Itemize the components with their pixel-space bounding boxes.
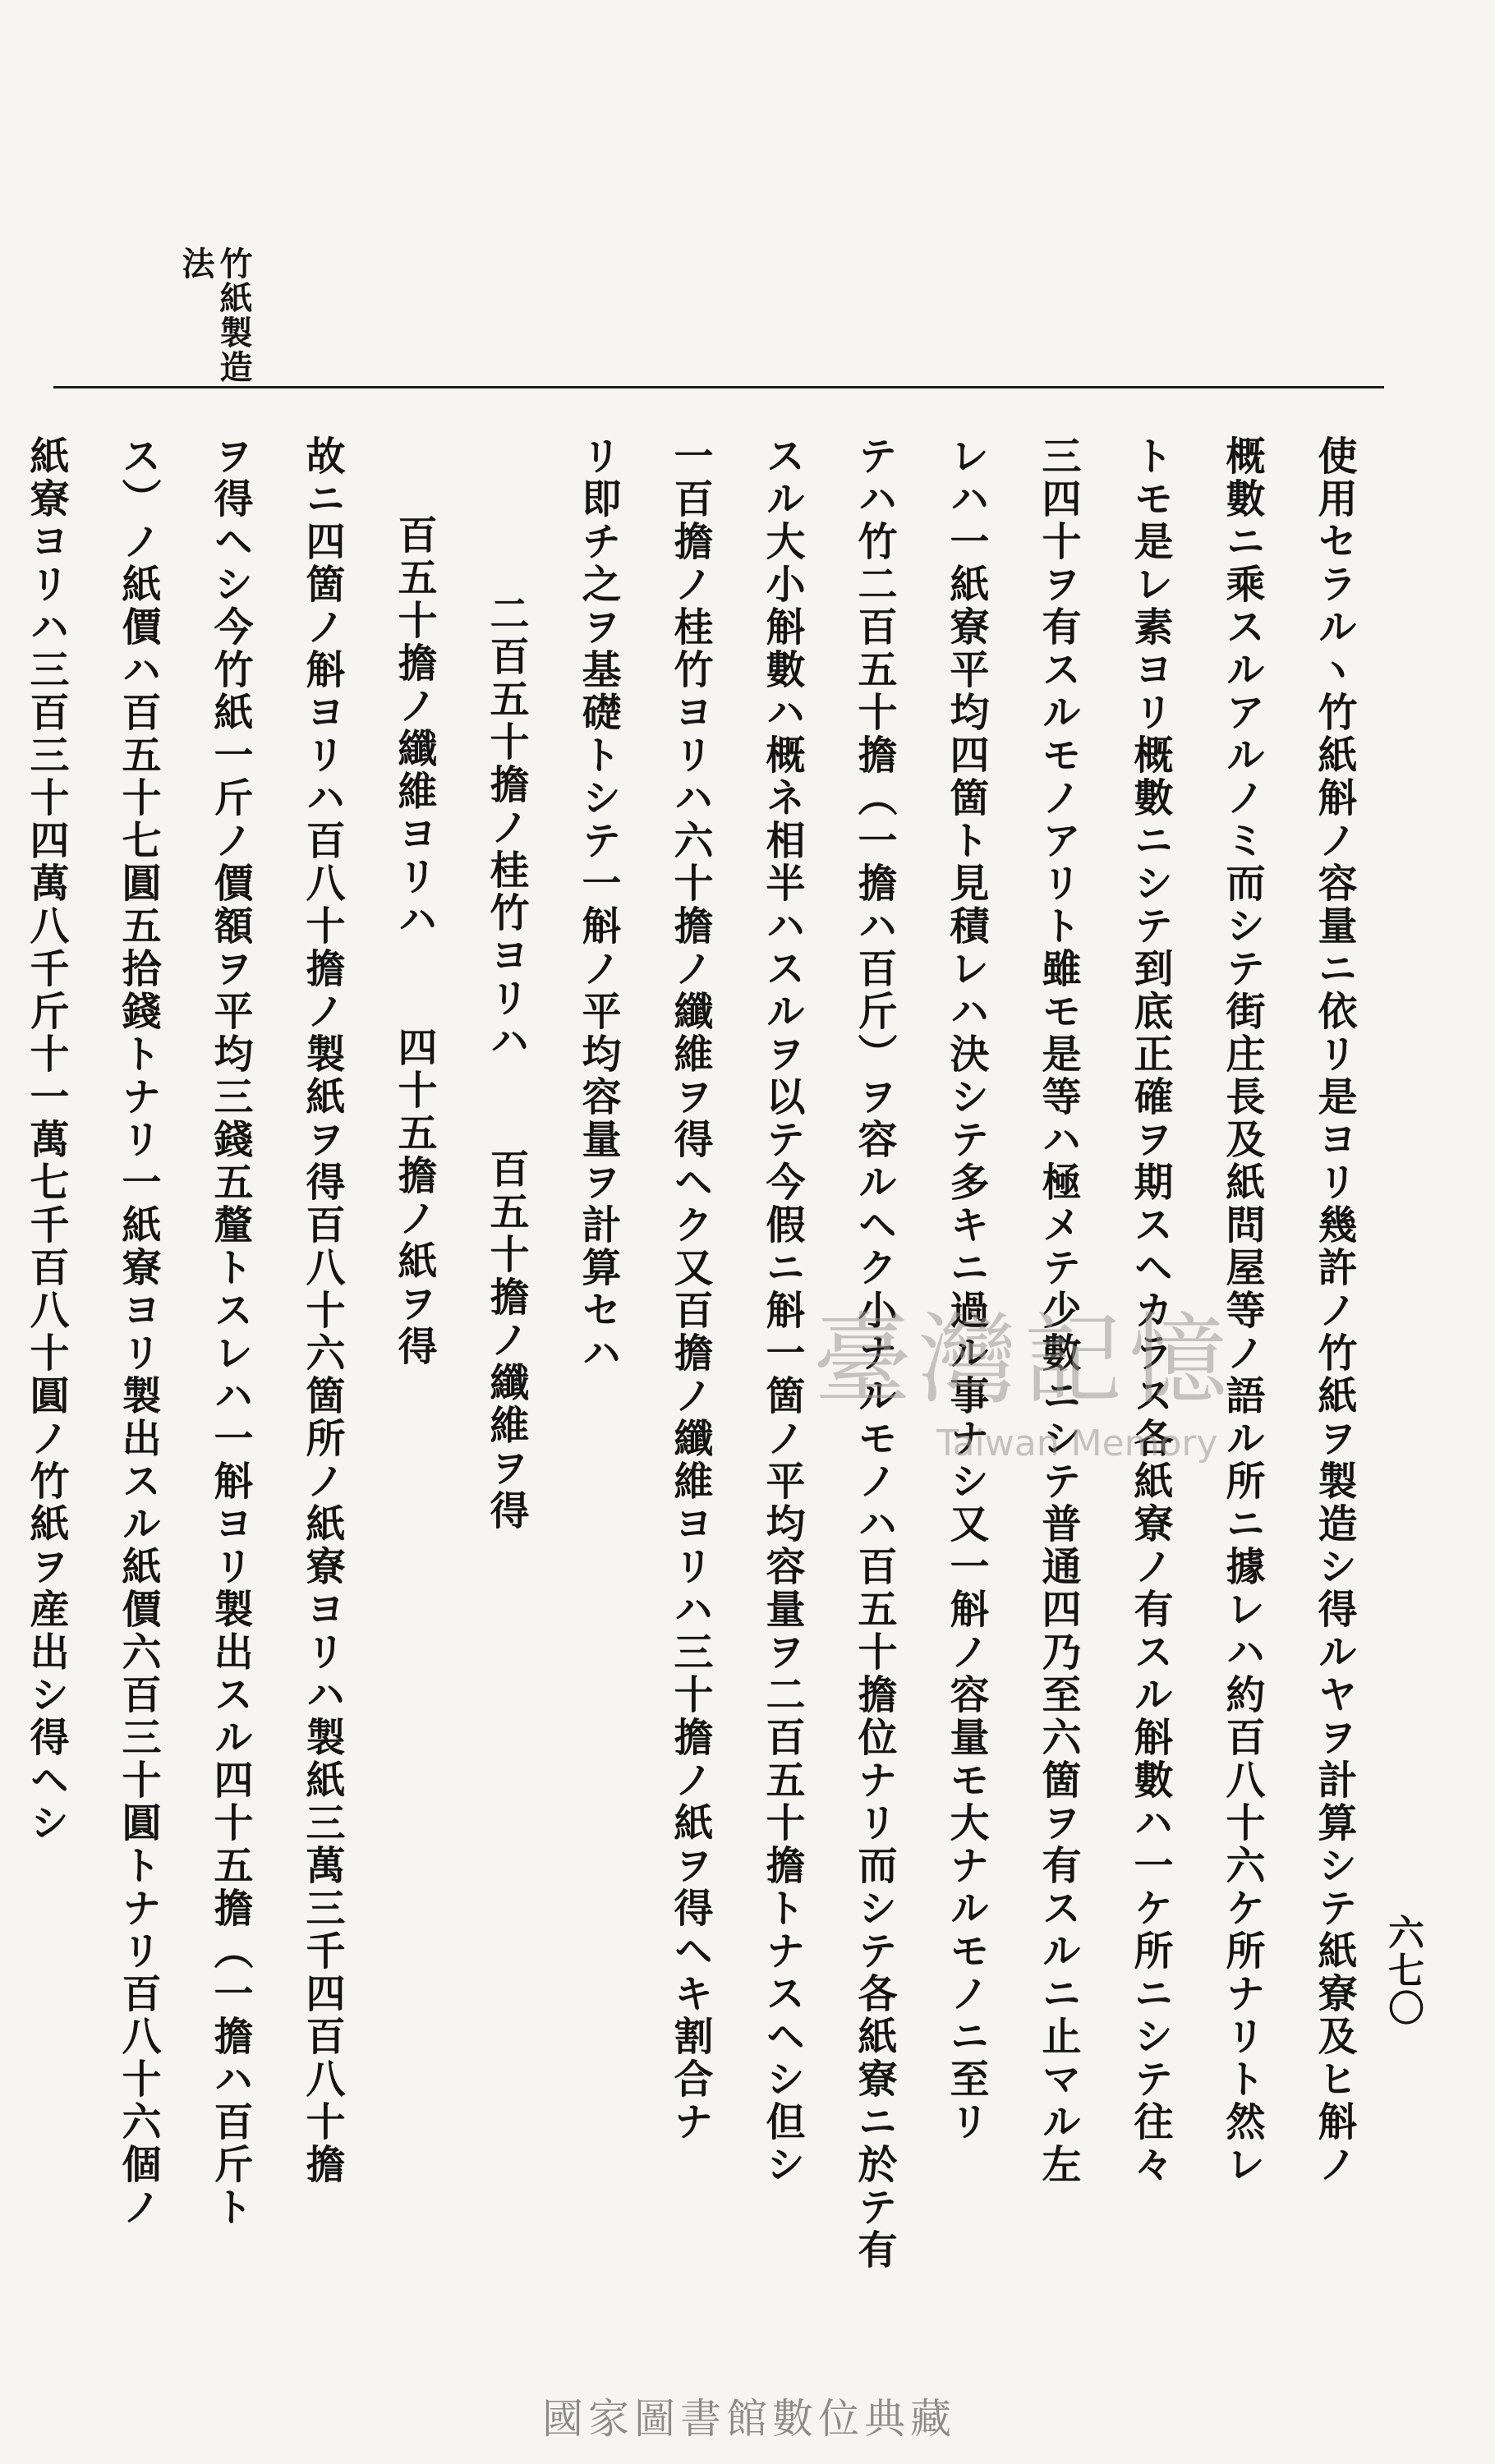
section-title-line-2: 法 [177, 246, 215, 281]
text-line-10: 二百五十擔ノ桂竹ヨリハ 百五十擔ノ纖維ヲ得 [483, 593, 529, 1533]
text-line-11: 百五十擔ノ纖維ヨリハ 四十五擔ノ紙ヲ得 [391, 514, 437, 1368]
taiwan-memory-watermark [813, 1281, 1234, 1464]
text-line-14: ス）ノ紙價ハ百五十七圓五拾錢トナリ一紙寮ヨリ製出スル紙價六百三十圓トナリ百八十六個ノ [115, 435, 161, 2229]
header-rule [53, 386, 1384, 388]
watermark-english-text: Taiwan Memory [936, 1423, 1218, 1464]
text-line-1: 使用セラルヽ竹紙斛ノ容量ニ依リ是ヨリ幾許ノ竹紙ヲ製造シ得ルヤヲ計算シテ紙寮及ヒ斛ノ [1311, 435, 1357, 2186]
text-line-9: リ即チ之ヲ基礎トシテ一斛ノ平均容量ヲ計算セハ [575, 435, 621, 1375]
text-line-15: 紙寮ヨリハ三百三十四萬八千斤十一萬七千百八十圓ノ竹紙ヲ産出シ得ヘシ [23, 435, 69, 1845]
text-line-2: 概數ニ乘スルアルノミ而シテ街庄長及紙問屋等ノ語ル所ニ據レハ約百八十六ケ所ナリト然レ [1219, 435, 1265, 2186]
section-title-line-1: 竹紙製造 [214, 246, 253, 384]
text-line-7: スル大小斛數ハ概ネ相半ハスルヲ以テ今假ニ斛一箇ノ平均容量ヲ二百五十擔トナスヘシ但シ [759, 435, 805, 2186]
footer-credit: 國家圖書館數位典藏 [542, 2395, 956, 2443]
text-line-4: 三四十ヲ有スルモノアリト雖モ是等ハ極メテ少數ニシテ普通四乃至六箇ヲ有スルニ止マル左 [1035, 435, 1081, 2186]
text-line-13: ヲ得ヘシ今竹紙一斤ノ價額ヲ平均三錢五釐トスレハ一斛ヨリ製出スル四十五擔（一擔ハ百斤ト [207, 435, 253, 2229]
text-line-12: 故ニ四箇ノ斛ヨリハ百八十擔ノ製紙ヲ得百八十六箇所ノ紙寮ヨリハ製紙三萬三千四百八十擔 [299, 435, 345, 2186]
page-number: 六七〇 [1382, 1914, 1424, 2027]
text-line-8: 一百擔ノ桂竹ヨリハ六十擔ノ纖維ヲ得ヘク又百擔ノ纖維ヨリハ三十擔ノ紙ヲ得ヘキ割合ナ [667, 435, 713, 2144]
text-line-5: レハ一紙寮平均四箇ト見積レハ決シテ多キニ過ル事ナシ又一斛ノ容量モ大ナルモノニ至リ [943, 435, 989, 2144]
text-line-3: トモ是レ素ヨリ概數ニシテ到底正確ヲ期スヘカラス各紙寮ノ有スル斛數ハ一ケ所ニシテ往々 [1127, 435, 1173, 2186]
watermark-chinese-text: 臺灣記憶 [813, 1303, 1234, 1418]
running-section-title [177, 246, 252, 384]
text-line-6: テハ竹二百五十擔（一擔ハ百斤）ヲ容ルヘク小ナルモノハ百五十擔位ナリ而シテ各紙寮ニ於テ有 [851, 435, 897, 2272]
